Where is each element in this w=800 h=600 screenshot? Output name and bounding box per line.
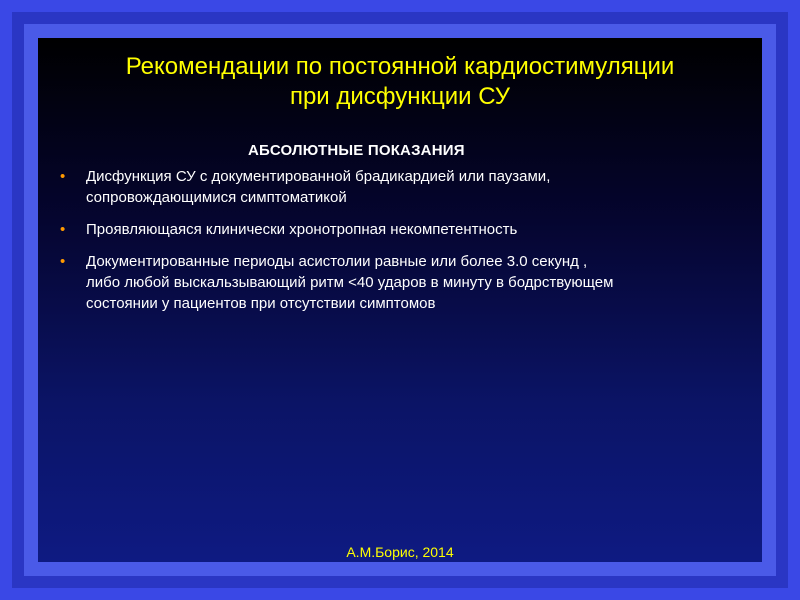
bullet-text-line: сопровождающимися симптоматикой: [86, 189, 347, 206]
bullet-dot-icon: •: [60, 168, 66, 185]
slide-content: [38, 38, 762, 562]
bullet-dot-icon: •: [60, 253, 66, 270]
bullet-dot-icon: •: [60, 221, 66, 238]
slide-footer-author: А.М.Борис, 2014: [346, 544, 454, 560]
bullet-item: [58, 251, 738, 314]
bullet-text-line: Документированные периоды асистолии равные или более 3.0 секунд ,: [86, 253, 588, 270]
slide-title-line-2: при дисфункции СУ: [289, 83, 511, 110]
slide-title-line-1: Рекомендации по постоянной кардиостимуляции: [125, 53, 675, 80]
section-heading: АБСОЛЮТНЫЕ ПОКАЗАНИЯ: [248, 142, 465, 159]
bullet-list: [58, 166, 738, 325]
bullet-text-line: либо любой выскальзывающий ритм <40 ударов в минуту в бодрствующем: [86, 274, 614, 291]
bullet-text-line: Дисфункция СУ с документированной брадикардией или паузами,: [86, 168, 551, 185]
bullet-text-line: состоянии у пациентов при отсутствии симптомов: [86, 295, 436, 312]
slide-title: [38, 52, 762, 112]
bullet-item: [58, 219, 738, 240]
bullet-item: [58, 166, 738, 208]
bullet-text-line: Проявляющаяся клинически хронотропная некомпетентность: [86, 221, 518, 238]
